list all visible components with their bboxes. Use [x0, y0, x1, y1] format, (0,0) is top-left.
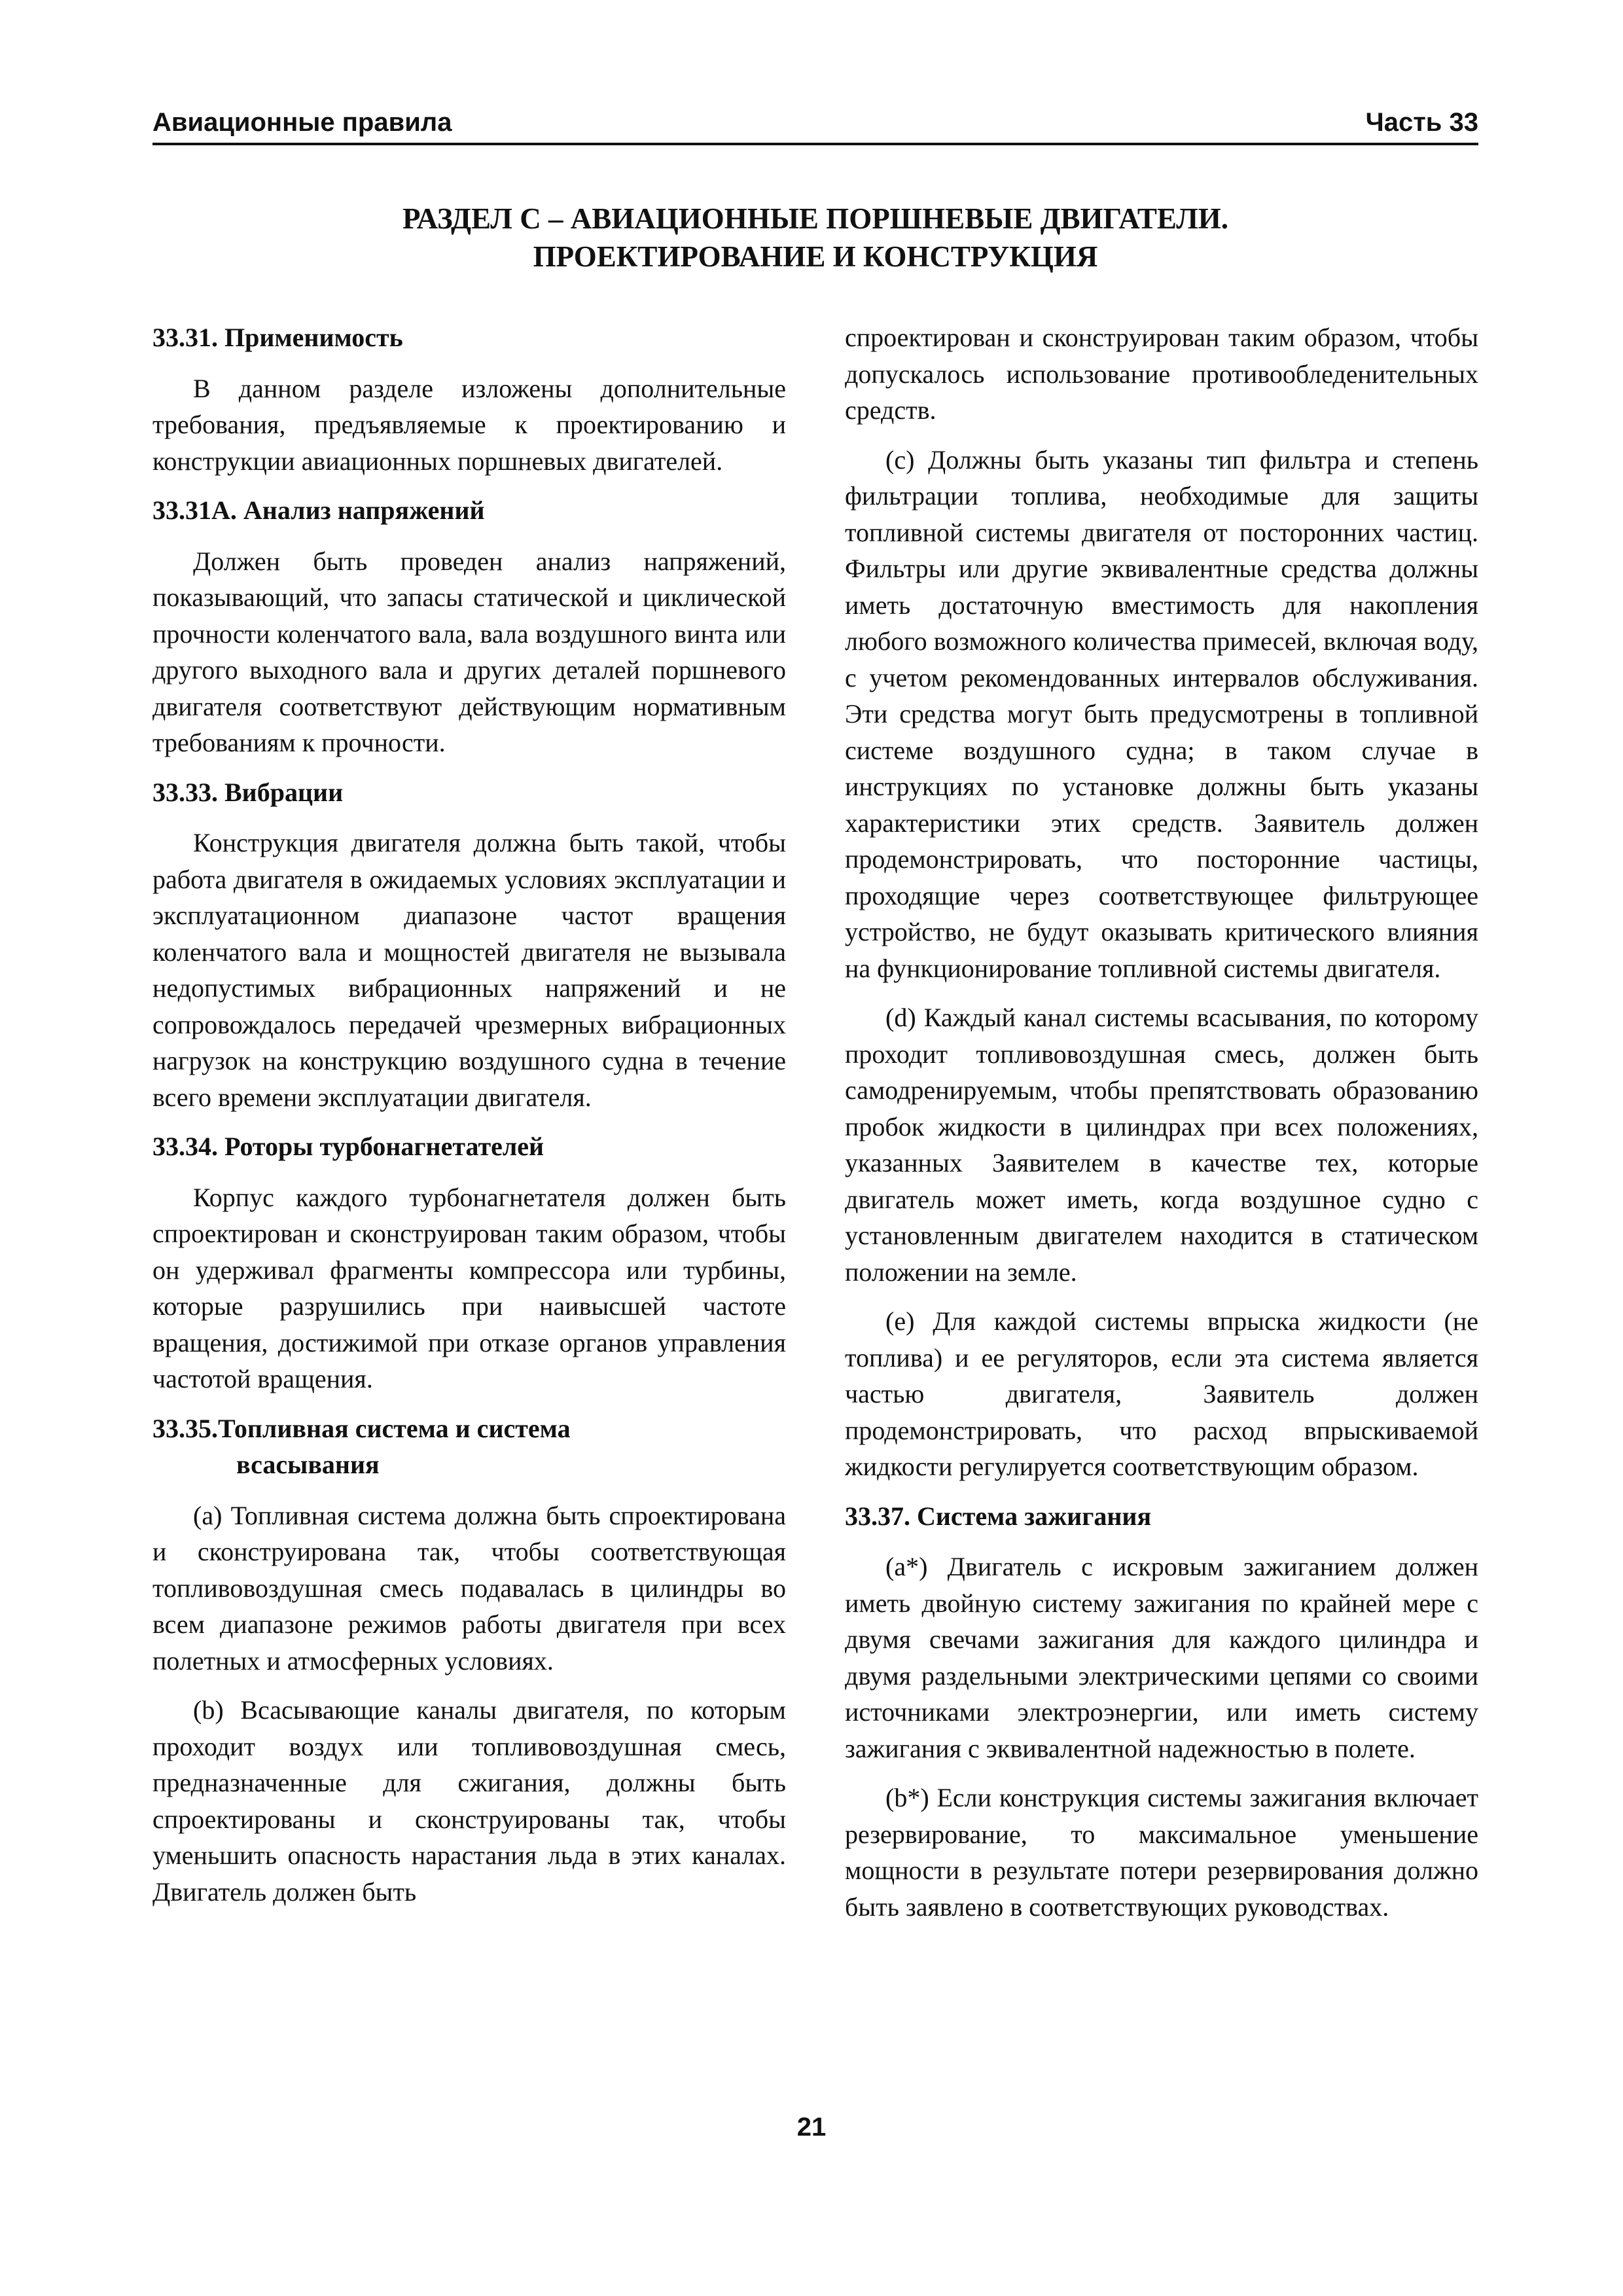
heading-33-35	[152, 1410, 786, 1483]
left-column	[152, 319, 786, 1923]
paragraph-33-37-b: (b*) Если конструкция системы зажигания включает резервирование, то максимальное уменьшение мощности в результате потери резервирования должно быть заявлено в соответствующих руководствах.	[845, 1783, 1478, 1922]
section-title-line-2: ПРОЕКТИРОВАНИЕ И КОНСТРУКЦИЯ	[533, 240, 1098, 273]
section-title-line-1: РАЗДЕЛ С – АВИАЦИОННЫЕ ПОРШНЕВЫЕ ДВИГАТЕЛИ.	[402, 202, 1229, 235]
heading-33-33: 33.33. Вибрации	[152, 777, 344, 807]
heading-33-35-line-1: 33.35.Топливная система и система	[152, 1413, 571, 1443]
right-column	[845, 319, 1478, 1938]
paragraph-33-37-a: (a*) Двигатель с искровым зажиганием должен иметь двойную систему зажигания по крайней мере с двумя свечами зажигания для каждого цилиндра и двумя раздельными электрическими цепями со своими источниками электроэнергии, или иметь систему зажигания с эквивалентной надежностью в полете.	[845, 1552, 1478, 1763]
header-document-title: Авиационные правила	[152, 108, 452, 137]
paragraph-33-35-a: (a) Топливная система должна быть спроектирована и сконструирована так, чтобы соответствующая топливовоздушная смесь подавалась в цилиндры во всем диапазоне режимов работы двигателя при всех полетных и атмосферных условиях.	[152, 1500, 786, 1676]
heading-33-37: 33.37. Система зажигания	[845, 1501, 1152, 1531]
paragraph-33-35-d: (d) Каждый канал системы всасывания, по которому проходит топливовоздушная смесь, должен быть самодренируемым, чтобы препятствовать образованию пробок жидкости в цилиндрах при всех положениях, указанных Заявителем в качестве тех, которые двигатель может иметь, когда воздушное судно с установленным двигателем находится в статическом положении на земле.	[845, 1003, 1478, 1287]
heading-33-35-line-2: всасывания	[236, 1450, 380, 1479]
heading-33-31: 33.31. Применимость	[152, 323, 403, 352]
header-part-number: Часть 33	[1365, 108, 1478, 137]
page-number: 21	[796, 2113, 827, 2142]
paragraph-33-33: Конструкция двигателя должна быть такой, чтобы работа двигателя в ожидаемых условиях эксплуатации и эксплуатационном диапазоне частот вращения коленчатого вала и мощностей двигателя не вызывала недопустимых вибрационных напряжений и не сопровождалось передачей чрезмерных вибрационных нагрузок на конструкцию воздушного судна в течение всего времени эксплуатации двигателя.	[152, 828, 786, 1112]
paragraph-33-35-b-continued: спроектирован и сконструирован таким образом, чтобы допускалось использование противообледенительных средств.	[845, 323, 1478, 425]
heading-33-34: 33.34. Роторы турбонагнетателей	[152, 1132, 544, 1161]
paragraph-33-31a: Должен быть проведен анализ напряжений, показывающий, что запасы статической и циклической прочности коленчатого вала, вала воздушного винта или другого выходного вала и других деталей поршневого двигателя соответствуют действующим нормативным требованиям к прочности.	[152, 546, 786, 757]
section-title	[152, 200, 1478, 276]
paragraph-33-35-c: (c) Должны быть указаны тип фильтра и степень фильтрации топлива, необходимые для защиты топливной системы двигателя от посторонних частиц. Фильтры или другие эквивалентные средства должны иметь достаточную вместимость для накопления любого возможного количества примесей, включая воду, с учетом рекомендованных интервалов обслуживания. Эти средства могут быть предусмотрены в топливной системе воздушного судна; в таком случае в инструкциях по установке должны быть указаны характеристики этих средств. Заявитель должен продемонстрировать, что посторонние частицы, проходящие через соответствующее фильтрующее устройство, не будут оказывать критического влияния на функционирование топливной системы двигателя.	[845, 444, 1478, 983]
heading-33-31a: 33.31А. Анализ напряжений	[152, 495, 485, 525]
paragraph-33-35-e: (e) Для каждой системы впрыска жидкости (не топлива) и ее регуляторов, если эта система является частью двигателя, Заявитель должен продемонстрировать, что расход впрыскиваемой жидкости регулируется соответствующим образом.	[845, 1306, 1478, 1481]
paragraph-33-34: Корпус каждого турбонагнетателя должен быть спроектирован и сконструирован таким образом, чтобы он удерживал фрагменты компрессора или турбины, которые разрушились при наивысшей частоте вращения, достижимой при отказе органов управления частотой вращения.	[152, 1182, 786, 1393]
paragraph-33-31: В данном разделе изложены дополнительные требования, предъявляемые к проектированию и конструкции авиационных поршневых двигателей.	[152, 373, 786, 476]
paragraph-33-35-b: (b) Всасывающие каналы двигателя, по которым проходит воздух или топливовоздушная смесь, предназначенные для сжигания, должны быть спроектированы и сконструированы так, чтобы уменьшить опасность нарастания льда в этих каналах. Двигатель должен быть	[152, 1695, 786, 1907]
running-header	[152, 105, 1478, 145]
